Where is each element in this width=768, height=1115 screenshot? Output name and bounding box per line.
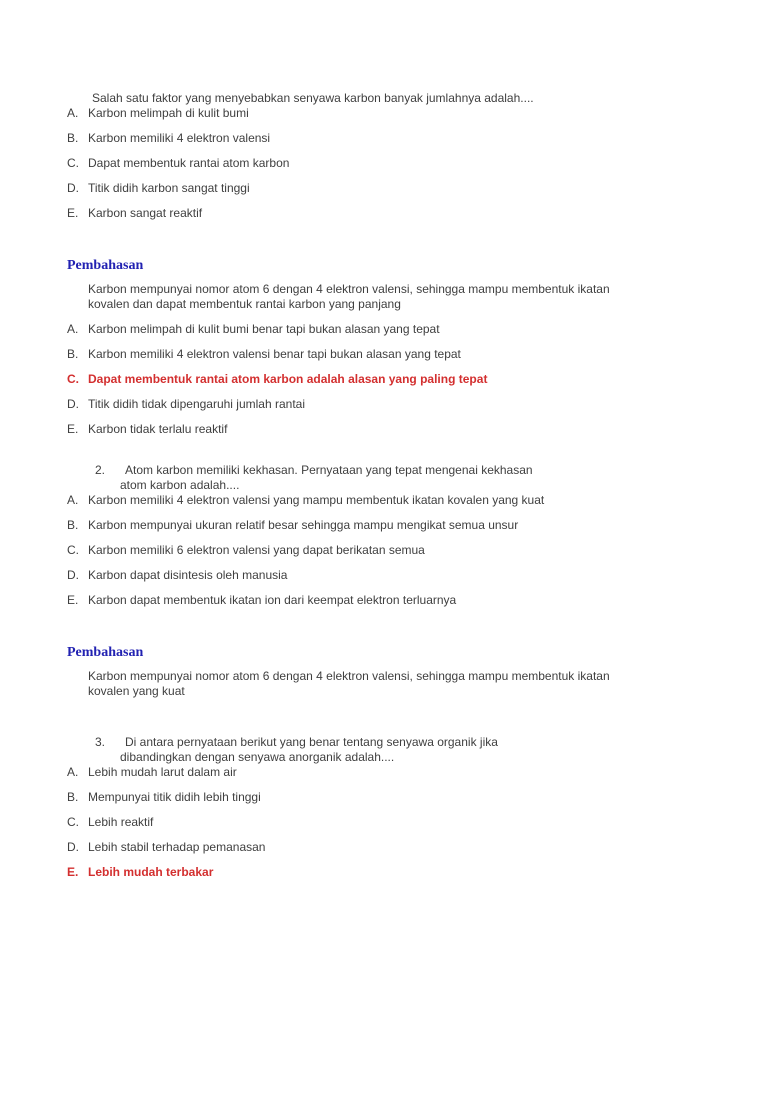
question-1-option-c [0,156,768,171]
question-2-option-a [0,493,768,508]
option-text: Lebih mudah larut dalam air [88,765,237,779]
question-2-intro: Atom karbon memiliki kekhasan. Pernyataan yang tepat mengenai kekhasan [125,463,533,477]
option-letter: E. [67,865,79,879]
option-text: Dapat membentuk rantai atom karbon [88,156,290,170]
question-1-option-a [0,106,768,121]
discussion-1-option-b [0,347,768,362]
discussion-1-option-d [0,397,768,412]
option-text: Karbon memiliki 4 elektron valensi [88,131,271,145]
option-text: Lebih stabil terhadap pemanasan [88,840,266,854]
option-letter: D. [67,568,79,582]
option-letter: D. [67,181,79,195]
question-3-option-d [0,840,768,855]
option-text: Lebih reaktif [88,815,154,829]
option-text: Karbon melimpah di kulit bumi [88,106,249,120]
option-letter: A. [67,493,79,507]
option-text: Karbon dapat disintesis oleh manusia [88,568,288,582]
question-1-option-b [0,131,768,146]
discussion-1-explanation [0,282,768,312]
question-2 [0,463,768,493]
question-3-intro: dibandingkan dengan senyawa anorganik adalah.... [120,750,395,764]
explanation-line: kovalen yang kuat [88,684,185,698]
option-letter: C. [67,372,79,386]
discussion-1-option-e [0,422,768,437]
option-letter: D. [67,397,79,411]
option-text: Dapat membentuk rantai atom karbon adalah alasan yang paling tepat [88,372,488,386]
option-text: Karbon dapat membentuk ikatan ion dari keempat elektron terluarnya [88,593,457,607]
explanation-line: Karbon mempunyai nomor atom 6 dengan 4 elektron valensi, sehingga mampu membentuk ikatan [88,669,610,683]
question-3-option-b [0,790,768,805]
option-text: Titik didih karbon sangat tinggi [88,181,250,195]
option-text: Titik didih tidak dipengaruhi jumlah rantai [88,397,306,411]
option-letter: B. [67,131,79,145]
option-letter: B. [67,347,79,361]
discussion-heading-2: Pembahasan [67,645,144,660]
question-2-intro: atom karbon adalah.... [120,478,240,492]
question-1-option-e [0,206,768,221]
question-1-option-d [0,181,768,196]
option-text: Karbon sangat reaktif [88,206,203,220]
option-text: Karbon memiliki 4 elektron valensi benar tapi bukan alasan yang tepat [88,347,461,361]
option-letter: A. [67,322,79,336]
option-letter: C. [67,156,79,170]
discussion-1-option-c-correct-answer [0,372,768,387]
option-letter: E. [67,206,79,220]
option-text: Karbon tidak terlalu reaktif [88,422,228,436]
option-text: Karbon mempunyai ukuran relatif besar sehingga mampu mengikat semua unsur [88,518,519,532]
option-letter: A. [67,765,79,779]
option-text: Lebih mudah terbakar [88,865,214,879]
question-3-option-a [0,765,768,780]
document-page [0,91,768,1115]
question-2-option-c [0,543,768,558]
question-number: 2. [95,463,106,477]
question-2-option-b [0,518,768,533]
option-text: Karbon melimpah di kulit bumi benar tapi bukan alasan yang tepat [88,322,440,336]
explanation-line: kovalen dan dapat membentuk rantai karbon yang panjang [88,297,401,311]
option-letter: A. [67,106,79,120]
question-3-intro: Di antara pernyataan berikut yang benar tentang senyawa organik jika [125,735,498,749]
question-1-intro: Salah satu faktor yang menyebabkan senyawa karbon banyak jumlahnya adalah.... [92,91,534,105]
option-text: Karbon memiliki 4 elektron valensi yang mampu membentuk ikatan kovalen yang kuat [88,493,545,507]
option-text: Mempunyai titik didih lebih tinggi [88,790,261,804]
question-3-option-c [0,815,768,830]
question-number: 3. [95,735,106,749]
option-text: Karbon memiliki 6 elektron valensi yang dapat berikatan semua [88,543,425,557]
option-letter: C. [67,543,79,557]
question-3 [0,735,768,765]
discussion-1-option-a [0,322,768,337]
discussion-2-explanation [0,669,768,699]
explanation-line: Karbon mempunyai nomor atom 6 dengan 4 elektron valensi, sehingga mampu membentuk ikatan [88,282,610,296]
question-3-option-e-correct-answer [0,865,768,880]
option-letter: B. [67,518,79,532]
discussion-heading-1: Pembahasan [67,258,144,273]
question-2-option-e [0,593,768,608]
option-letter: D. [67,840,79,854]
option-letter: C. [67,815,79,829]
option-letter: B. [67,790,79,804]
option-letter: E. [67,422,79,436]
question-2-option-d [0,568,768,583]
option-letter: E. [67,593,79,607]
